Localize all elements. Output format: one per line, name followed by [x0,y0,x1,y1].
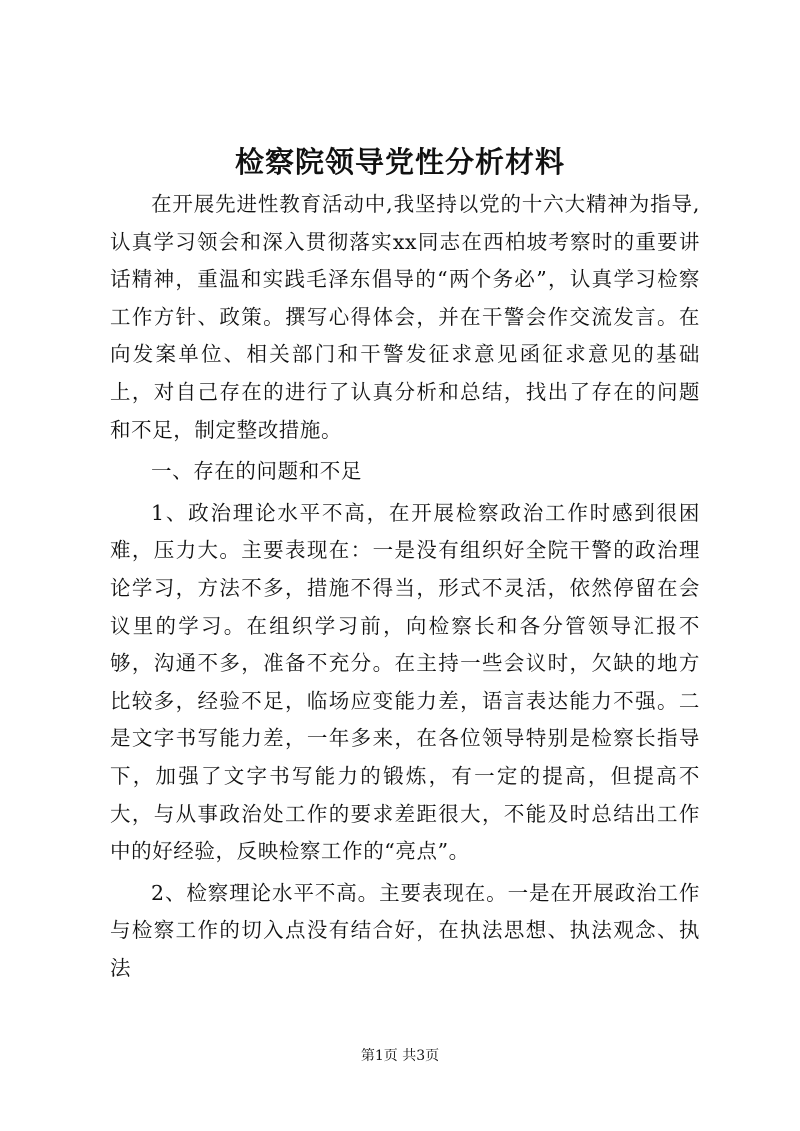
paragraph-item-2: 2、检察理论水平不高。主要表现在。一是在开展政治工作与检察工作的切入点没有结合好，在执法思想、执法观念、执法 [110,880,700,980]
page-footer: 第1页 共3页 [360,1048,440,1064]
section-heading-problems: 一、存在的问题和不足 [151,459,362,484]
document-body [110,186,700,987]
paragraph-intro: 在开展先进性教育活动中,我坚持以党的十六大精神为指导,认真学习领会和深入贯彻落实xx同志在西柏坡考察时的重要讲话精神，重温和实践毛泽东倡导的“两个务必”，认真学习检察工作方针、政策。撰写心得体会，并在干警会作交流发言。在向发案单位、相关部门和干警发征求意见函征求意见的基础上，对自己存在的进行了认真分析和总结，找出了存在的问题和不足，制定整改措施。 [110,192,700,442]
document-title: 检察院领导党性分析材料 [234,145,565,179]
paragraph-item-1: 1、政治理论水平不高，在开展检察政治工作时感到很困难，压力大。主要表现在：一是没有组织好全院干警的政治理论学习，方法不多，措施不得当，形式不灵活，依然停留在会议里的学习。在组织学习前，向检察长和各分管领导汇报不够，沟通不多，准备不充分。在主持一些会议时，欠缺的地方比较多，经验不足，临场应变能力差，语言表达能力不强。二是文字书写能力差，一年多来，在各位领导特别是检察长指导下，加强了文字书写能力的锻炼，有一定的提高，但提高不大，与从事政治处工作的要求差距很大，不能及时总结出工作中的好经验，反映检察工作的“亮点”。 [110,500,700,864]
